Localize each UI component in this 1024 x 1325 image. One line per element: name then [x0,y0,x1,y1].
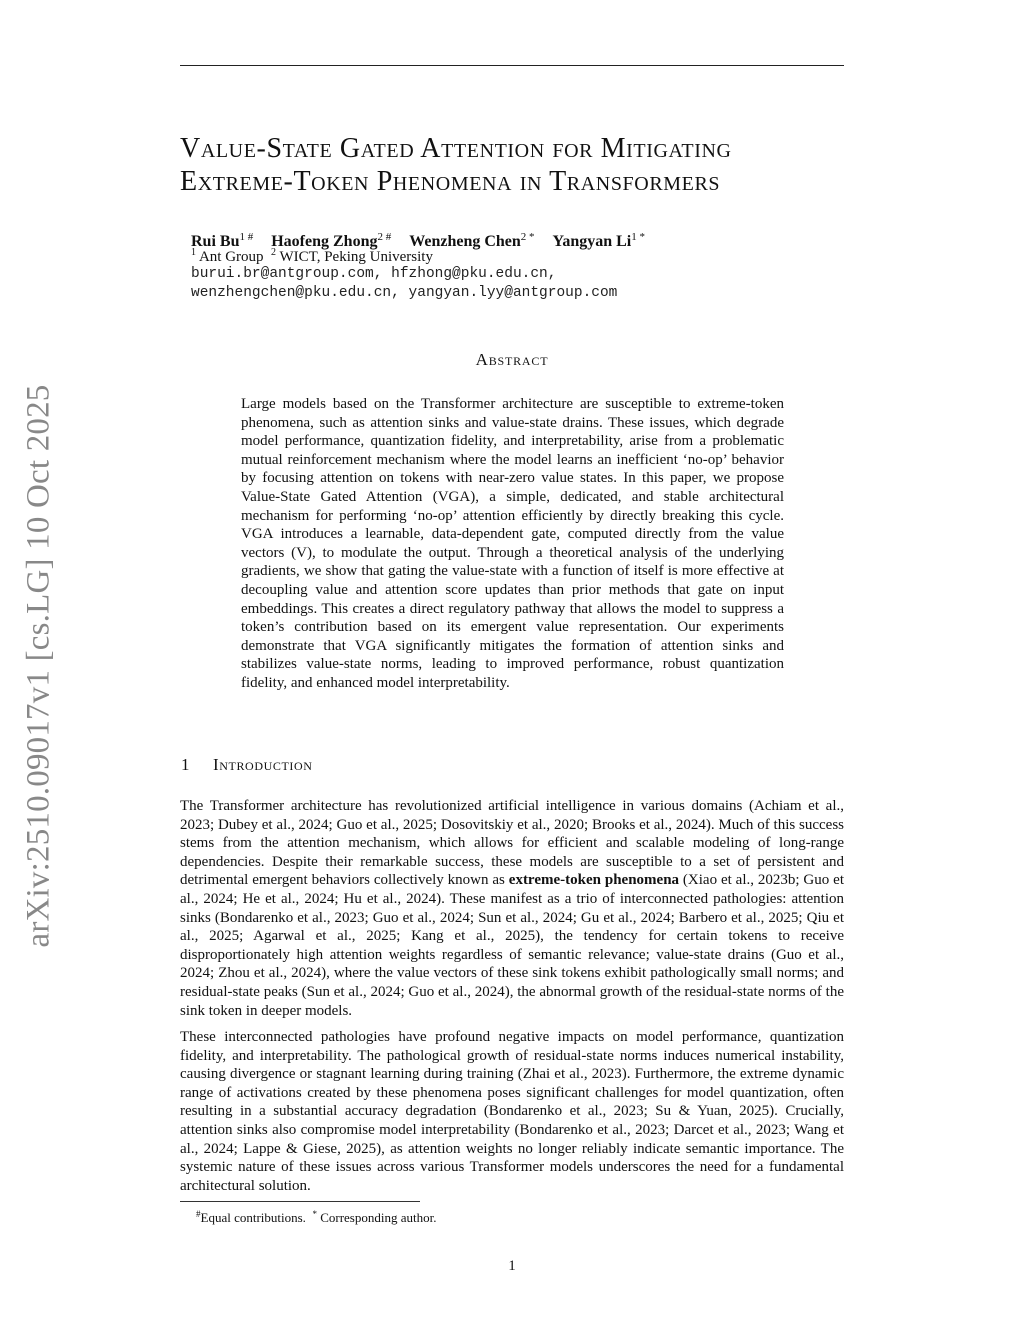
intro-paragraph-2: These interconnected pathologies have profound negative impacts on model performance, quantization fidelity, and interpretability. The pathological growth of residual-state norms induces numerical instability, causing divergence or stagnant learning during training (Zhai et al., 2023). Furthermore, the extreme dynamic range of activations created by these phenomena poses significant challenges for model quantization, often resulting in a substantial accuracy degradation (Bondarenko et al., 2023; Su & Yuan, 2025). Crucially, attention sinks also compromise model interpretability (Bondarenko et al., 2023; Darcet et al., 2023; Wang et al., 2024; Lappe & Giese, 2025), as attention weights no longer reliably indicate semantic importance. The systemic nature of these issues across various Transformer models underscores the need for a fundamental architectural solution. [180,1029,844,1194]
para1-text-b: (Xiao et al., 2023b; Guo et al., 2024; He et al., 2024; Hu et al., 2024). These manifest as a trio of interconnected pathologies: attention sinks (Bondarenko et al., 2023; Guo et al., 2024; Sun et al., 2024; Gu et al., 2024; Barbero et al., 2025; Qiu et al., 2025; Agarwal et al., 2025; Kang et al., 2025), the tendency for certain tokens to receive disproportionately high attention weights regardless of semantic relevance; value-state drains (Guo et al., 2024; Zhou et al., 2024), where the value vectors of these sink tokens exhibit pathologically small norms; and residual-state peaks (Sun et al., 2024; Guo et al., 2024), the abnormal growth of the residual-state norms of the sink token in deeper models. [180,872,844,1019]
affiliation-2: WICT, Peking University [279,249,433,265]
affiliation-mark: 2 [271,247,277,258]
section-title: Introduction [213,755,313,774]
affiliation-mark: 1 [191,247,196,258]
page-number: 1 [508,1258,516,1274]
section-heading [181,755,313,775]
affiliation-1: Ant Group [198,249,264,265]
author-name: Haofeng Zhong [271,233,378,250]
abstract-heading: Abstract [475,350,549,369]
email-line-1: burui.br@antgroup.com, hfzhong@pku.edu.cn, [191,266,557,282]
footnote-text-1: Equal contributions. [200,1210,306,1225]
footnote [196,1209,436,1226]
intro-paragraph-1 [180,797,844,1020]
para1-bold-term: extreme-token phenomena [508,872,680,889]
author-mark: 2 # [377,231,392,243]
footnote-mark: * [312,1209,317,1219]
author-mark: 2 * [520,231,535,243]
author-name: Yangyan Li [552,233,632,250]
para1-text-a: The Transformer architecture has revolutionized artificial intelligence in various domains (Achiam et al., 2023; Dubey et al., 2024; Guo et al., 2025; Dosovitskiy et al., 2020; Brooks et al., 2024). Much of this success stems from the attention mechanism, which allows for efficient and scalable modeling of long-range dependencies. Despite their remarkable success, these models are susceptible to a set of persistent and detrimental emergent behaviors collectively known as [180,798,844,889]
author-mark: 1 * [631,231,645,243]
title-line-1: Value-State Gated Attention for Mitigating [180,133,732,164]
arxiv-stamp-text: arXiv:2510.09017v1 [cs.LG] 10 Oct 2025 [20,384,57,948]
footnote-mark: # [196,1209,201,1219]
section-number: 1 [181,755,191,774]
author-name: Rui Bu [191,233,240,250]
abstract-text: Large models based on the Transformer architecture are susceptible to extreme-token phenomena, such as attention sinks and value-state drains. These issues, which degrade model performance, quantization fidelity, and interpretability, arise from a problematic mutual reinforcement mechanism where the model learns an inefficient ‘no-op’ behavior by focusing attention on tokens with near-zero value states. In this paper, we propose Value-State Gated Attention (VGA), a simple, dedicated, and stable architectural mechanism for performing ‘no-op’ attention efficiently by directly breaking this cycle. VGA introduces a learnable, data-dependent gate, computed directly from the value vectors (V), to modulate the output. Through a theoretical analysis of the underlying gradients, we show that gating the value-state with a function of itself is more effective at decoupling value and attention score updates than prior methods that gate on input embeddings. This creates a direct regulatory pathway that allows the model to suppress a token’s contribution based on its emergent value representation. Our experiments demonstrate that VGA significantly mitigates the formation of attention sinks and stabilizes value-state norms, leading to improved performance, robust quantization fidelity, and enhanced model interpretability. [241,396,784,691]
author-mark: 1 # [239,231,254,243]
author-name: Wenzheng Chen [409,233,521,250]
title-line-2: Extreme-Token Phenomena in Transformers [180,166,721,197]
affiliations [191,247,433,266]
footnote-text-2: Corresponding author. [320,1210,437,1225]
paper-title [180,132,860,198]
header-rule [180,65,844,66]
email-line-2: wenzhengchen@pku.edu.cn, yangyan.lyy@antgroup.com [191,285,618,301]
footnote-rule [180,1201,420,1202]
